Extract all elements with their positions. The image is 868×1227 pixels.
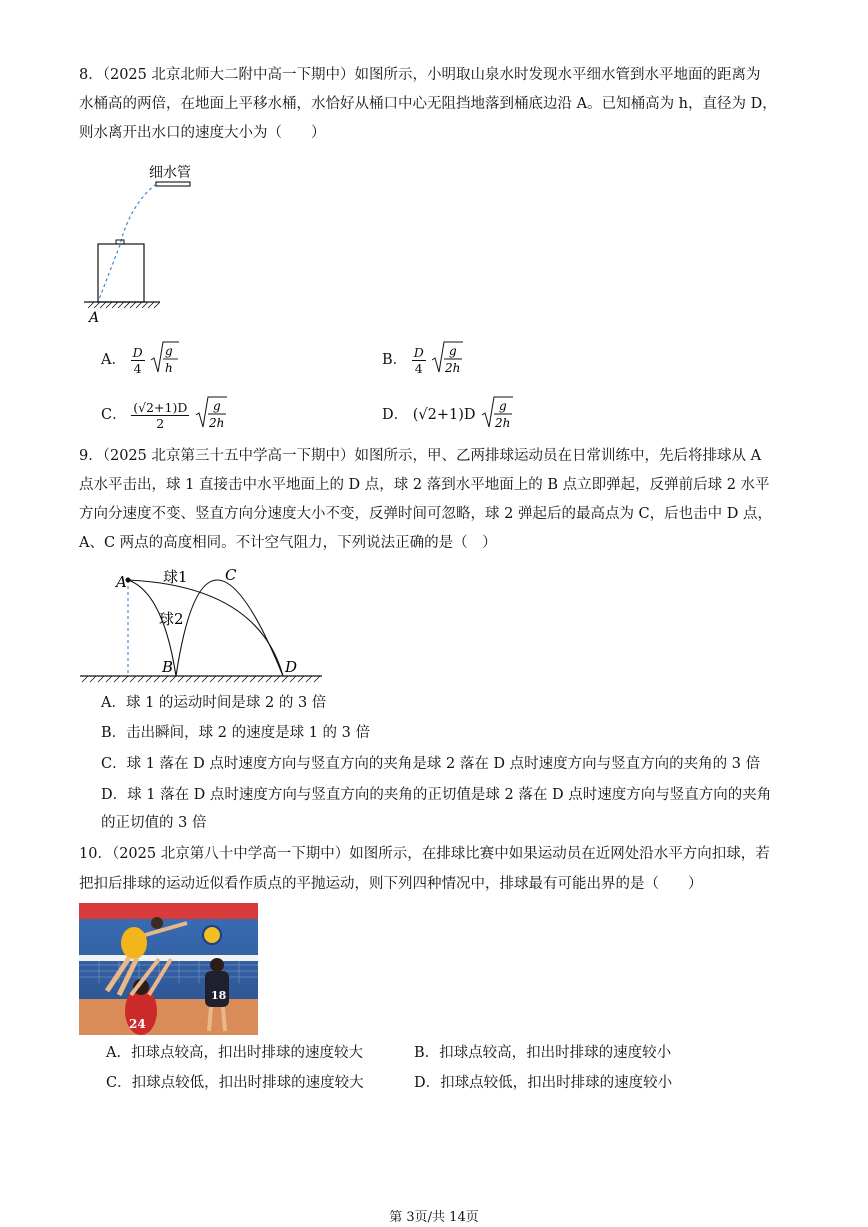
coef-numerator: D <box>132 344 143 360</box>
attacker-head <box>151 917 163 929</box>
q8-stem-line-1: 8．（2025 北京北师大二附中高一下期中）如图所示，小明取山泉水时发现水平细水管到水平地面的距离为 <box>79 67 761 83</box>
q8-figure-bucket <box>80 160 200 328</box>
sqrt-icon <box>480 395 514 435</box>
jersey-number-18: 18 <box>211 989 227 1002</box>
q8-option-a[interactable] <box>101 340 179 380</box>
svg-text:2h: 2h <box>445 361 461 375</box>
coef-denominator: 2 <box>156 415 165 431</box>
q10-volleyball-photo <box>79 903 258 1035</box>
bucket-mouth <box>116 240 124 244</box>
attacker-jersey <box>121 927 147 959</box>
label-b: B <box>162 658 174 676</box>
page-footer: 第 3页/共 14页 <box>389 1210 479 1225</box>
q9-option-a[interactable]: A．球 1 的运动时间是球 2 的 3 倍 <box>101 695 327 711</box>
option-letter: B． <box>382 352 408 368</box>
q8-option-c[interactable] <box>101 395 228 435</box>
svg-text:g: g <box>499 399 507 413</box>
sqrt-icon <box>430 340 464 380</box>
q10-stem-line-1: 10．（2025 北京第八十中学高一下期中）如图所示，在排球比赛中如果运动员在近网处沿水平方向扣球，若 <box>79 846 770 862</box>
label-d: D <box>285 658 298 676</box>
q10-stem-line-2: 把扣后排球的运动近似看作质点的平抛运动，则下列四种情况中，排球最有可能出界的是（ ） <box>79 876 703 892</box>
sqrt-icon <box>194 395 228 435</box>
q9-stem-line-1: 9．（2025 北京第三十五中学高一下期中）如图所示，甲、乙两排球运动员在日常训练中，先后将排球从 A <box>79 448 762 464</box>
option-letter: C． <box>101 407 127 423</box>
ground-hatch <box>88 302 160 308</box>
water-trajectory <box>98 184 156 302</box>
ball2-trajectory-after <box>176 580 283 676</box>
jersey-number-24: 24 <box>129 1017 146 1031</box>
coef-numerator: (√2+1)D <box>133 399 188 415</box>
player-18-leg-2 <box>223 1007 225 1031</box>
q9-option-b[interactable]: B．击出瞬间，球 2 的速度是球 1 的 3 倍 <box>101 725 370 741</box>
coef-denominator: 4 <box>414 360 423 376</box>
q8-stem-line-3: 则水离开出水口的速度大小为（ ） <box>79 125 326 141</box>
coef-denominator: 4 <box>133 360 142 376</box>
label-ball1: 球1 <box>163 568 188 586</box>
svg-text:g: g <box>449 344 458 358</box>
pipe-label: 细水管 <box>149 165 191 181</box>
svg-text:g: g <box>165 344 173 358</box>
q9-option-d-continued: 的正切值的 3 倍 <box>101 815 207 831</box>
svg-text:g: g <box>212 399 221 413</box>
q10-option-d[interactable]: D．扣球点较低，扣出时排球的速度较小 <box>414 1075 673 1091</box>
svg-text:h: h <box>165 361 173 375</box>
q10-option-a[interactable]: A．扣球点较高，扣出时排球的速度较大 <box>106 1045 363 1061</box>
photo-banner <box>79 903 258 919</box>
point-a-label: A <box>89 310 100 326</box>
q9-stem-line-2: 点水平击出，球 1 直接击中水平地面上的 D 点，球 2 落到水平地面上的 B 点立即弹起，反弹前后球 2 水平 <box>79 477 770 493</box>
option-letter: D． <box>382 407 409 423</box>
svg-text:2h: 2h <box>208 416 225 430</box>
pipe-shape <box>156 182 190 186</box>
q9-figure-trajectories <box>78 562 328 687</box>
svg-text:2h: 2h <box>495 416 511 430</box>
volleyball-icon <box>203 926 221 944</box>
label-c: C <box>225 566 237 584</box>
ground-hatch <box>82 676 320 682</box>
q9-stem-line-3: 方向分速度不变、竖直方向分速度大小不变，反弹时间可忽略，球 2 弹起后的最高点为 C，后也击中 D 点， <box>79 506 772 522</box>
coef-text: (√2+1)D <box>412 407 476 423</box>
player-18-leg <box>209 1007 211 1031</box>
coef-numerator: D <box>413 344 424 360</box>
ball1-trajectory <box>128 580 283 676</box>
q9-stem-line-4: A、C 两点的高度相同。不计空气阻力，下列说法正确的是（ ） <box>79 535 497 551</box>
q10-option-c[interactable]: C．扣球点较低，扣出时排球的速度较大 <box>106 1075 364 1091</box>
photo-court-floor <box>79 999 258 1035</box>
q8-option-b[interactable] <box>382 340 464 380</box>
bucket-shape <box>98 244 144 302</box>
player-18-head <box>210 958 224 972</box>
q9-option-d[interactable]: D．球 1 落在 D 点时速度方向与竖直方向的夹角的正切值是球 2 落在 D 点时速度方向与竖直方向的夹角 <box>101 787 772 803</box>
q8-option-d[interactable] <box>382 395 514 435</box>
option-letter: A． <box>101 352 126 368</box>
label-ball2: 球2 <box>159 610 184 628</box>
q9-option-c[interactable]: C．球 1 落在 D 点时速度方向与竖直方向的夹角是球 2 落在 D 点时速度方向与竖直方向的夹角的 3 倍 <box>101 756 761 772</box>
sqrt-icon <box>149 340 179 380</box>
q8-stem-line-2: 水桶高的两倍，在地面上平移水桶，水恰好从桶口中心无阻挡地落到桶底边沿 A。已知桶高为 h，直径为 D， <box>79 96 777 112</box>
q10-option-b[interactable]: B．扣球点较高，扣出时排球的速度较小 <box>414 1045 672 1061</box>
label-a: A <box>116 573 127 591</box>
